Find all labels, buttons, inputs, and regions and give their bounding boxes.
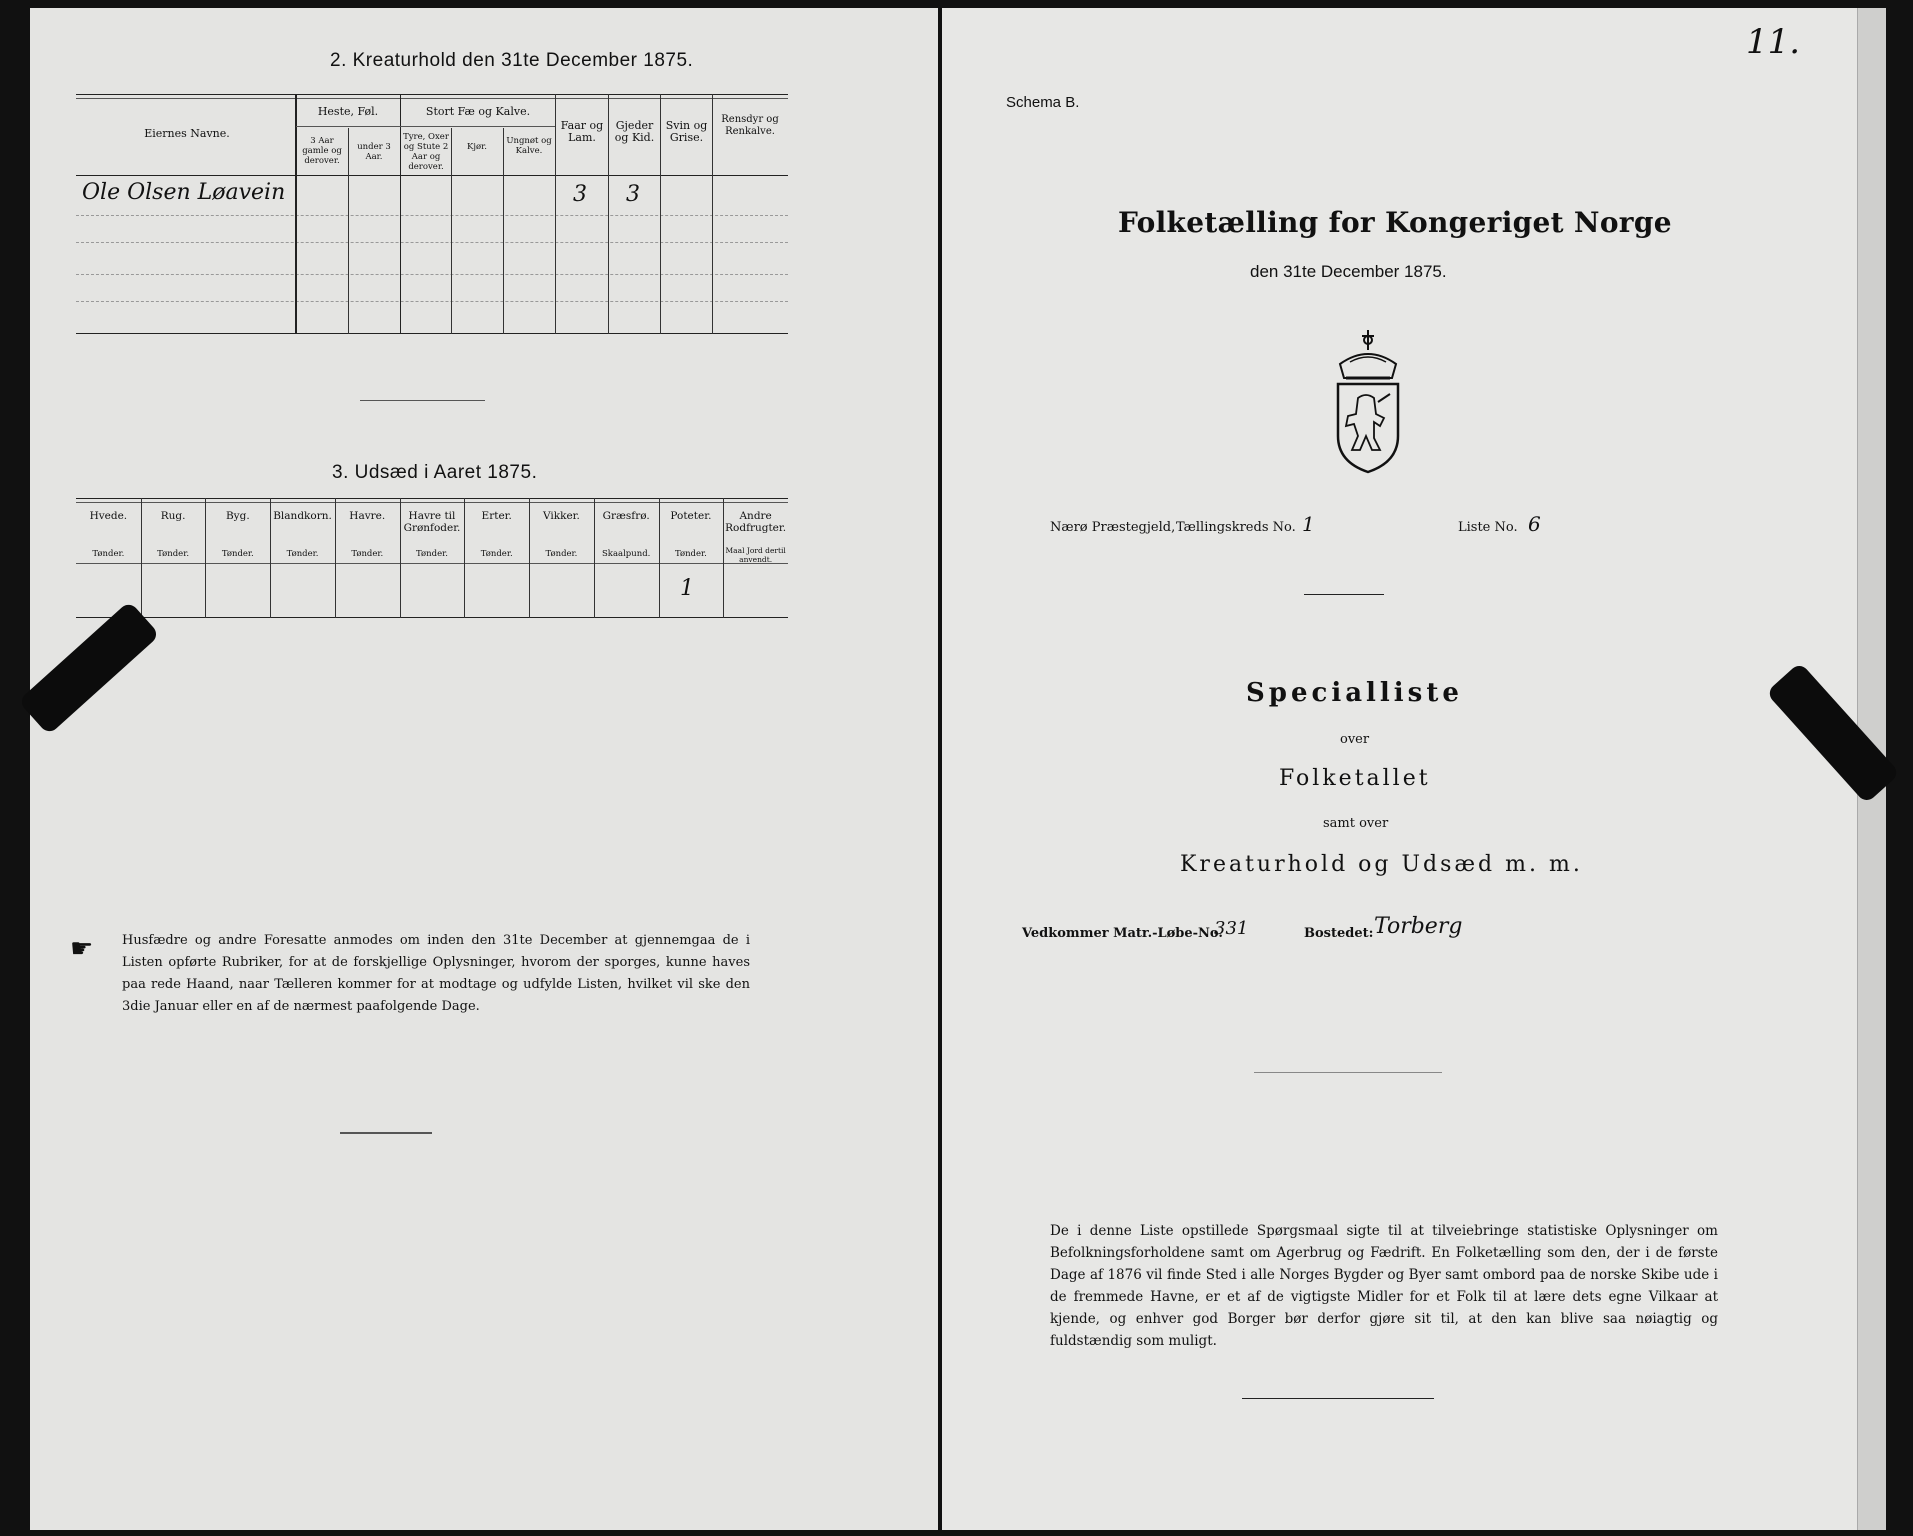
faar-entry: 3 xyxy=(573,182,587,207)
col-tyre: Tyre, Oxer og Stute 2 Aar og derover. xyxy=(403,132,449,172)
kreds-label: Tællingskreds No. xyxy=(1176,520,1296,535)
stort-group-header: Stort Fæ og Kalve. xyxy=(425,105,531,118)
table2-top-rule xyxy=(76,94,788,95)
right-page xyxy=(942,8,1886,1530)
table3-col-unit: Tønder. xyxy=(92,549,125,559)
table3-col-name: Erter. xyxy=(481,510,512,522)
col-heste-3aar: 3 Aar gamle og derover. xyxy=(302,136,342,166)
table3-col-unit: Tønder. xyxy=(416,549,448,559)
section3-title: 3. Udsæd i Aaret 1875. xyxy=(332,462,538,483)
table3-col-name: Græsfrø. xyxy=(602,510,650,522)
bosted-value: Torberg xyxy=(1374,914,1463,939)
table3-col-name: Andre Rodfrugter. xyxy=(725,510,787,534)
table3-col-name: Havre til Grønfoder. xyxy=(403,510,461,534)
gjeder-entry: 3 xyxy=(626,182,640,207)
table3-col-unit: Tønder. xyxy=(286,549,319,559)
samt-over-label: samt over xyxy=(1323,816,1389,831)
table3-col-name: Rug. xyxy=(160,510,186,522)
over-label: over xyxy=(1340,732,1370,747)
table3-col-unit: Tønder. xyxy=(480,549,513,559)
col-kjor: Kjør. xyxy=(467,142,487,152)
heste-group-header: Heste, Føl. xyxy=(317,105,379,118)
kreaturhold-heading: Kreaturhold og Udsæd m. m. xyxy=(1180,852,1583,877)
table3-top-rule xyxy=(76,498,788,499)
col-rensdyr: Rensdyr og Renkalve. xyxy=(721,114,779,137)
table3-col-unit: Tønder. xyxy=(157,549,190,559)
liste-value: 6 xyxy=(1528,512,1541,536)
table3-bottom-rule xyxy=(76,617,788,618)
table3-col-name: Poteter. xyxy=(670,510,712,522)
table3-col-name: Blandkorn. xyxy=(273,510,332,522)
bosted-label: Bostedet: xyxy=(1304,926,1374,941)
folketallet-heading: Folketallet xyxy=(1279,766,1431,791)
table3-col-unit: Tønder. xyxy=(351,549,384,559)
matr-label: Vedkommer Matr.-Løbe-No. xyxy=(1022,926,1223,941)
liste-label: Liste No. xyxy=(1458,520,1518,535)
page-number: 11. xyxy=(1746,22,1801,62)
notice-text: Husfædre og andre Foresatte anmodes om inden den 31te December at gjennemgaa de i Listen opførte Rubriker, for at de forskjellige Oplysninger, hvorom der sporges, kunne haves paa rede Haand, naar Tælleren kommer for at modtage og udfylde Listen, hvilket vil ske den 3die Januar eller en af de nærmest paafolgende Dage. xyxy=(122,933,750,1014)
table2-bottom-rule xyxy=(76,333,788,334)
table3-col-unit: Tønder. xyxy=(545,549,578,559)
col-gjeder: Gjeder og Kid. xyxy=(614,119,655,144)
separator-rule xyxy=(360,400,485,401)
table3-col-name: Hvede. xyxy=(89,510,128,522)
section2-title: 2. Kreaturhold den 31te December 1875. xyxy=(330,50,694,71)
title-date: den 31te December 1875. xyxy=(1250,262,1447,281)
col-heste-under3: under 3 Aar. xyxy=(357,142,391,162)
col-ungnot: Ungnøt og Kalve. xyxy=(506,136,552,156)
table3-col-unit: Tønder. xyxy=(674,549,707,559)
kreds-value: 1 xyxy=(1302,512,1315,536)
left-page xyxy=(30,8,938,1530)
specialliste-heading: Specialliste xyxy=(1246,678,1463,708)
matr-value: 331 xyxy=(1214,918,1249,939)
schema-label: Schema B. xyxy=(1006,94,1080,111)
coat-of-arms-icon xyxy=(1320,326,1416,476)
footer-text: De i denne Liste opstillede Spørgsmaal sigte til at tilveiebringe statistiske Oplysninger om Befolkningsforholdene samt om Agerbrug og Fædrift. En Folketælling som den, der i de første Dage af 1876 vil finde Sted i alle Norges Bygder og Byer samt ombord paa de norske Skibe ude i de fremmede Havne, er et af de vigtigste Midler for et Folk til at lære dets egne Vilkaar at kjende, og enhver god Borger bør derfor gjøre sit til, at den kan blive saa nøiagtig og fuldstændig som muligt. xyxy=(1050,1223,1718,1349)
poteter-entry: 1 xyxy=(680,576,694,601)
col-svin: Svin og Grise. xyxy=(665,119,708,144)
table3-col-name: Byg. xyxy=(225,510,250,522)
table3-col-unit: Maal Jord dertil anvendt. xyxy=(725,546,786,564)
pointing-hand-icon: ☛ xyxy=(70,934,94,964)
main-title: Folketælling for Kongeriget Norge xyxy=(1118,206,1672,239)
prestegjeld-label: Nærø Præstegjeld, xyxy=(1050,520,1176,535)
col-faar: Faar og Lam. xyxy=(560,119,604,144)
owner-name-entry: Ole Olsen Løavein xyxy=(82,180,286,205)
table3-col-unit: Tønder. xyxy=(221,549,254,559)
table3-col-name: Havre. xyxy=(349,510,386,522)
owner-header: Eiernes Navne. xyxy=(144,127,230,140)
table2-header-rule xyxy=(76,175,788,176)
table3-col-unit: Skaalpund. xyxy=(601,549,651,559)
table3-col-name: Vikker. xyxy=(542,510,580,522)
